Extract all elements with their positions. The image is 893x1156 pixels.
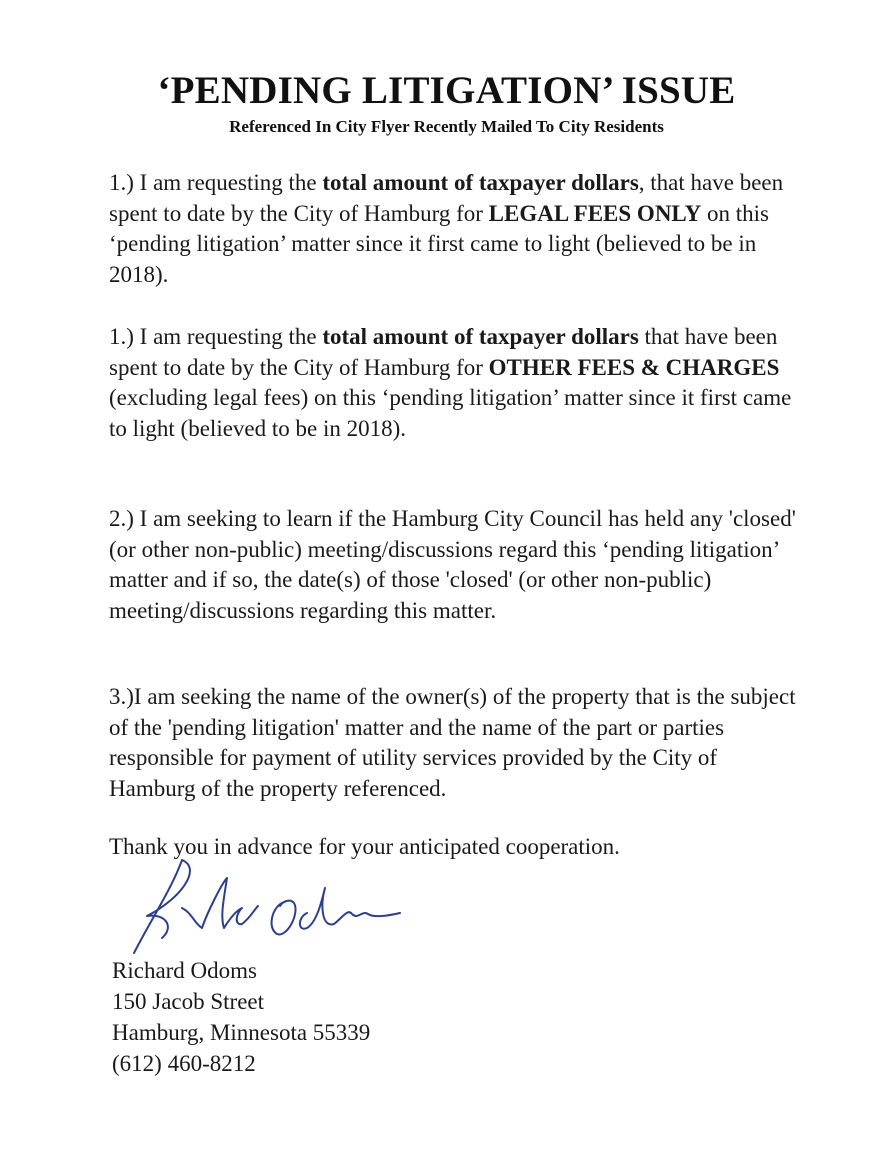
signer-phone: (612) 460-8212	[112, 1051, 256, 1076]
request-item-1a	[109, 168, 799, 290]
request-item-1b	[109, 322, 799, 444]
item-text: I am requesting the	[133, 324, 323, 349]
signer-name: Richard Odoms	[112, 958, 258, 983]
item-bold-text: total amount of taxpayer dollars	[322, 324, 639, 349]
signer-city: Hamburg, Minnesota 55339	[112, 1020, 371, 1045]
item-number: 1.)	[109, 170, 134, 195]
signer-street: 150 Jacob Street	[112, 989, 265, 1014]
document-subtitle: Referenced In City Flyer Recently Mailed To City Residents	[229, 117, 664, 136]
closing-thanks: Thank you in advance for your anticipated cooperation.	[109, 834, 620, 859]
signer-address-block	[112, 955, 370, 1079]
item-text: on this ‘pending litigation’ matter since it first came to light (believed to be in 2018).	[109, 200, 770, 287]
item-bold-text: LEGAL FEES ONLY	[488, 200, 702, 226]
item-bold-text: total amount of taxpayer dollars	[322, 170, 639, 195]
handwritten-signature	[112, 858, 402, 958]
item-text: (excluding legal fees) on this ‘pending litigation’ matter since it first came to light (believed to be in 2018).	[109, 385, 792, 441]
document-title: ‘PENDING LITIGATION’ ISSUE	[157, 69, 736, 112]
item-bold-text: OTHER FEES & CHARGES	[488, 354, 780, 380]
item-text: that have been spent to date by the City of Hamburg for	[109, 324, 778, 380]
request-item-3: 3.)I am seeking the name of the owner(s) of the property that is the subject of the 'pending litigation' matter and the name of the part or parties responsible for payment of utility services provided by the City of Hamburg of the property referenced.	[109, 684, 796, 801]
request-item-2: 2.) I am seeking to learn if the Hamburg City Council has held any 'closed' (or other non-public) meeting/discussions regard this ‘pending litigation’ matter and if so, the date(s) of those 'closed' (or other non-public) meeting/discussions regarding this matter.	[109, 506, 796, 623]
item-number: 1.)	[109, 324, 134, 349]
item-text: , that have been spent to date by the City of Hamburg for	[109, 170, 784, 226]
item-text: I am requesting the	[133, 170, 323, 195]
